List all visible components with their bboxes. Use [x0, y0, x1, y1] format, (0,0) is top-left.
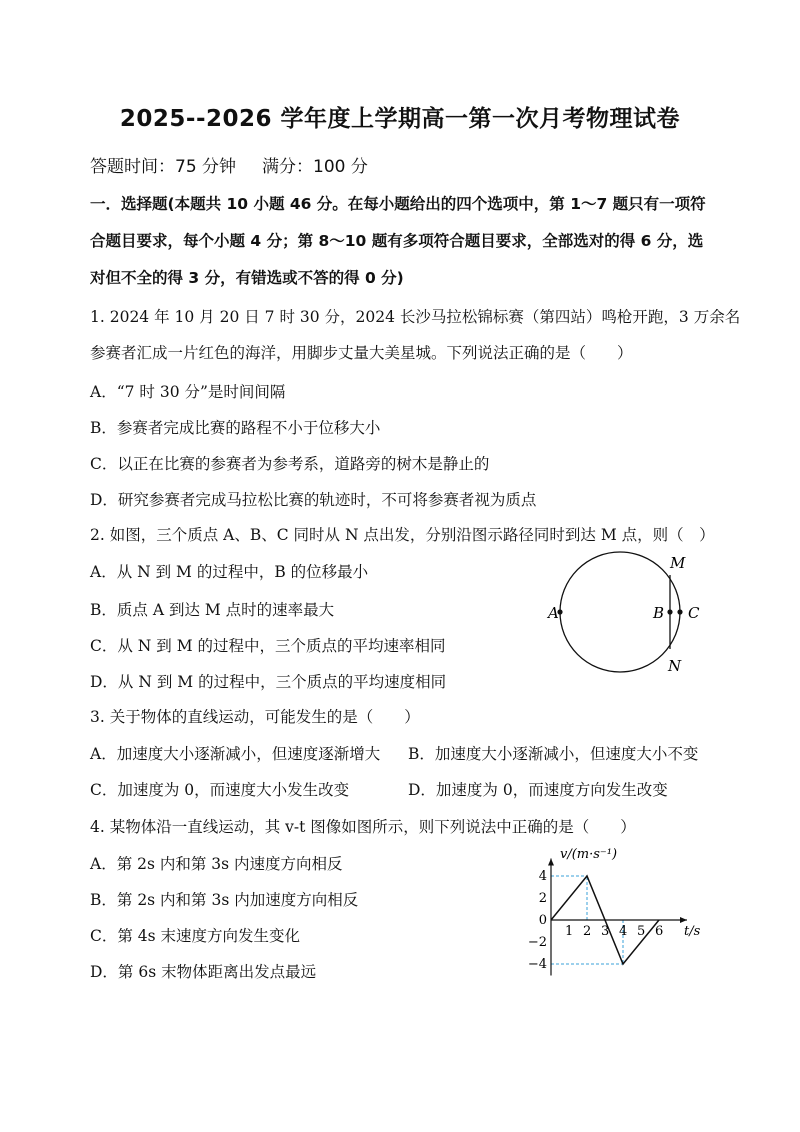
q1-option-b: B．参赛者完成比赛的路程不小于位移大小 — [90, 419, 381, 437]
q3-option-b: B．加速度大小逐渐减小，但速度大小不变 — [408, 745, 699, 763]
q2-circle-figure — [550, 545, 720, 680]
q4-option-d: D．第 6s 末物体距离出发点最远 — [90, 963, 317, 981]
vt-x-tick-2: 2 — [583, 924, 592, 939]
q1-option-d: D．研究参赛者完成马拉松比赛的轨迹时，不可将参赛者视为质点 — [90, 491, 537, 509]
vt-x-tick-6: 6 — [655, 924, 664, 939]
q4-option-c: C．第 4s 末速度方向发生变化 — [90, 927, 301, 945]
q4-option-a: A．第 2s 内和第 3s 内速度方向相反 — [90, 855, 343, 873]
vt-y-tick-3: −2 — [527, 935, 547, 950]
q2-point-c — [677, 609, 682, 614]
vt-x-tick-1: 1 — [565, 924, 574, 939]
q2-option-b: B．质点 A 到达 M 点时的速率最大 — [90, 601, 335, 619]
q3-option-c: C．加速度为 0，而速度大小发生改变 — [90, 781, 350, 799]
q2-option-c: C．从 N 到 M 的过程中，三个质点的平均速率相同 — [90, 637, 446, 655]
q2-stem: 2. 如图，三个质点 A、B、C 同时从 N 点出发，分别沿图示路径同时到达 M 点，则（ ） — [90, 526, 715, 544]
vt-x-axis-label: t/s — [684, 924, 701, 939]
section-instructions-line2: 合题目要求，每个小题 4 分；第 8～10 题有多项符合题目要求，全部选对的得 6 分，选 — [90, 232, 704, 250]
vt-y-tick-2: 0 — [538, 913, 547, 928]
vt-y-tick-0: 4 — [538, 869, 547, 884]
q2-label-a: A — [548, 604, 559, 622]
q2-label-c: C — [688, 604, 700, 622]
q2-option-a: A．从 N 到 M 的过程中，B 的位移最小 — [90, 563, 369, 581]
exam-meta — [90, 152, 368, 177]
q1-stem-line2: 参赛者汇成一片红色的海洋，用脚步丈量大美星城。下列说法正确的是（ ） — [90, 344, 633, 362]
vt-x-tick-5: 5 — [637, 924, 646, 939]
vt-y-tick-4: −4 — [527, 957, 547, 972]
vt-y-axis-label: v/(m·s⁻¹) — [560, 847, 618, 862]
q1-option-c: C．以正在比赛的参赛者为参考系，道路旁的树木是静止的 — [90, 455, 490, 473]
q1-stem-line1: 1. 2024 年 10 月 20 日 7 时 30 分，2024 长沙马拉松锦标赛（第四站）鸣枪开跑，3 万余名 — [90, 308, 741, 326]
q2-option-d: D．从 N 到 M 的过程中，三个质点的平均速度相同 — [90, 673, 447, 691]
q2-label-b: B — [653, 604, 665, 622]
q2-label-n: N — [668, 657, 682, 675]
page-title: 2025--2026 学年度上学期高一第一次月考物理试卷 — [119, 106, 681, 132]
q2-label-m: M — [670, 554, 686, 572]
q1-option-a: A．“7 时 30 分”是时间间隔 — [90, 383, 286, 401]
exam-time: 答题时间：75 分钟 — [90, 157, 237, 177]
section-instructions-line1: 一．选择题(本题共 10 小题 46 分。在每小题给出的四个选项中，第 1～7 题只有一项符 — [90, 195, 706, 213]
q4-option-b: B．第 2s 内和第 3s 内加速度方向相反 — [90, 891, 359, 909]
q4-vt-chart — [520, 840, 720, 980]
exam-score: 满分：100 分 — [262, 157, 368, 177]
q2-point-b — [667, 609, 672, 614]
q3-option-a: A．加速度大小逐渐减小，但速度逐渐增大 — [90, 745, 381, 763]
vt-x-tick-4: 4 — [619, 924, 628, 939]
vt-x-tick-3: 3 — [601, 924, 610, 939]
section-instructions-line3: 对但不全的得 3 分，有错选或不答的得 0 分) — [90, 269, 404, 287]
q3-stem: 3. 关于物体的直线运动，可能发生的是（ ） — [90, 708, 420, 726]
vt-y-tick-1: 2 — [538, 891, 547, 906]
q4-stem: 4. 某物体沿一直线运动，其 v-t 图像如图所示，则下列说法中正确的是（ ） — [90, 818, 636, 836]
q3-option-d: D．加速度为 0，而速度方向发生改变 — [408, 781, 668, 799]
vt-x-arrow — [680, 917, 687, 923]
vt-y-arrow — [548, 859, 554, 866]
